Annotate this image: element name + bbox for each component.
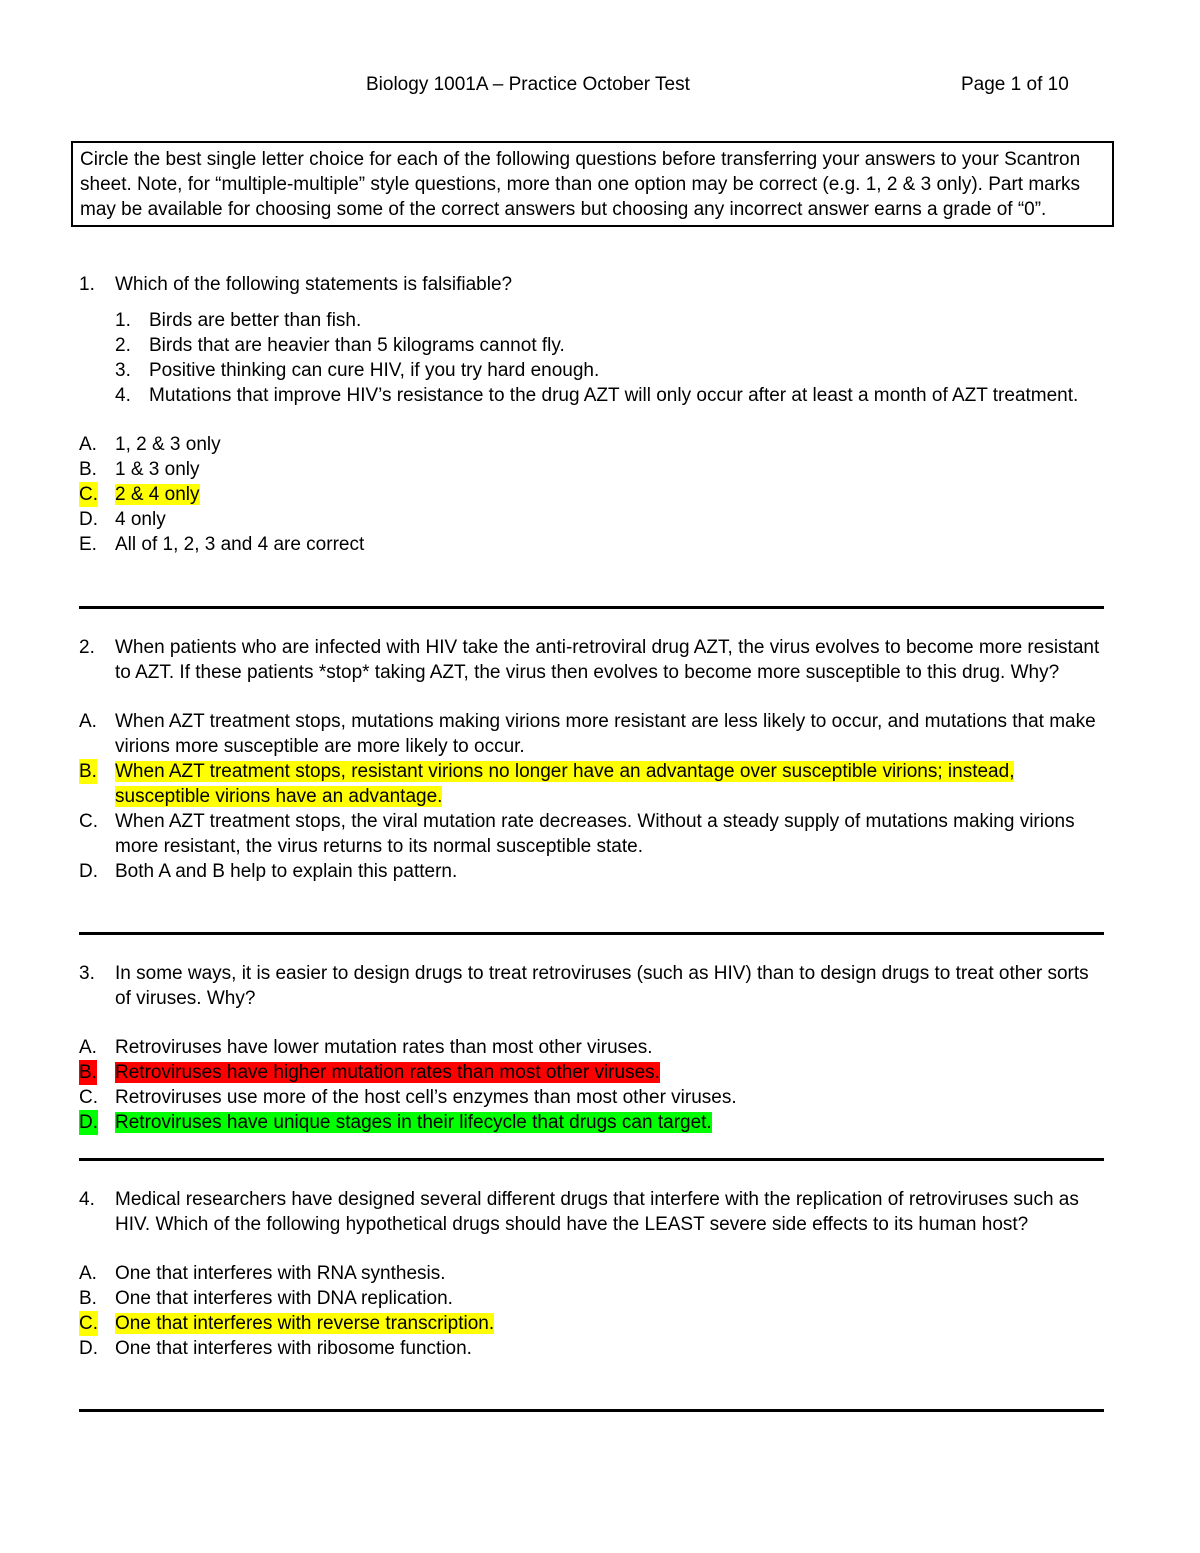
statement-item	[115, 333, 1109, 358]
statement-number: 4.	[115, 385, 131, 406]
option-text: 1 & 3 only	[115, 459, 200, 480]
answer-option-d[interactable]	[79, 507, 1109, 532]
answer-options	[79, 1035, 1109, 1135]
question-4	[79, 1187, 1109, 1361]
option-letter: D.	[79, 861, 98, 882]
page-header	[0, 72, 1200, 98]
option-letter: C.	[79, 811, 98, 832]
answer-option-d[interactable]	[79, 1110, 1109, 1135]
option-letter: E.	[79, 534, 97, 555]
answer-option-e[interactable]	[79, 532, 1109, 557]
option-text: One that interferes with reverse transcription.	[115, 1313, 495, 1334]
page-number: Page 1 of 10	[961, 74, 1069, 95]
option-text: One that interferes with RNA synthesis.	[115, 1263, 446, 1284]
question-divider	[79, 606, 1104, 609]
answer-option-c[interactable]	[79, 1085, 1109, 1110]
answer-option-b[interactable]	[79, 457, 1109, 482]
statement-number: 3.	[115, 360, 131, 381]
statement-text: Birds are better than fish.	[149, 310, 362, 331]
instructions-box: Circle the best single letter choice for each of the following questions before transferring your answers to your Scantron sheet. Note, for “multiple-multiple” style questions, more than one option may be correct (e.g. 1, 2 & 3 only). Part marks may be available for choosing some of the correct answers but choosing any incorrect answer earns a grade of “0”.	[71, 141, 1114, 227]
answer-option-b[interactable]	[79, 1286, 1109, 1311]
answer-option-b[interactable]	[79, 1060, 1109, 1085]
statement-list	[79, 308, 1109, 408]
option-text: Retroviruses use more of the host cell’s enzymes than most other viruses.	[115, 1087, 737, 1108]
answer-option-c[interactable]	[79, 809, 1109, 859]
question-text: When patients who are infected with HIV take the anti-retroviral drug AZT, the virus evolves to become more resistant to AZT. If these patients *stop* taking AZT, the virus then evolves to become more susceptible to this drug. Why?	[115, 637, 1100, 683]
option-text: Retroviruses have higher mutation rates than most other viruses.	[115, 1062, 660, 1083]
question-stem	[79, 635, 1109, 685]
document-title: Biology 1001A – Practice October Test	[366, 74, 690, 95]
option-letter: D.	[79, 509, 98, 530]
question-divider	[79, 932, 1104, 935]
question-stem	[79, 961, 1109, 1011]
answer-options	[79, 1261, 1109, 1361]
question-stem	[79, 1187, 1109, 1237]
option-letter: B.	[79, 1288, 97, 1309]
question-2	[79, 635, 1109, 884]
option-letter: C.	[79, 1087, 98, 1108]
question-text: Medical researchers have designed several different drugs that interfere with the replication of retroviruses such as HIV. Which of the following hypothetical drugs should have the LEAST severe side effects to its human host?	[115, 1189, 1079, 1235]
question-3	[79, 961, 1109, 1135]
option-letter: A.	[79, 1037, 97, 1058]
answer-option-c[interactable]	[79, 1311, 1109, 1336]
option-text: All of 1, 2, 3 and 4 are correct	[115, 534, 365, 555]
statement-item	[115, 383, 1109, 408]
option-text: When AZT treatment stops, the viral mutation rate decreases. Without a steady supply of mutations making virions more resistant, the virus returns to its normal susceptible state.	[115, 811, 1075, 857]
option-letter: D.	[79, 1338, 98, 1359]
option-letter: A.	[79, 1263, 97, 1284]
statement-item	[115, 308, 1109, 333]
question-divider	[79, 1158, 1104, 1161]
option-letter: C.	[79, 484, 98, 505]
option-letter: A.	[79, 434, 97, 455]
question-1	[79, 272, 1109, 557]
question-number: 1.	[79, 274, 95, 295]
answer-options	[79, 709, 1109, 884]
statement-text: Positive thinking can cure HIV, if you try hard enough.	[149, 360, 600, 381]
question-text: In some ways, it is easier to design drugs to treat retroviruses (such as HIV) than to design drugs to treat other sorts of viruses. Why?	[115, 963, 1089, 1009]
option-text: Both A and B help to explain this pattern.	[115, 861, 458, 882]
option-text: One that interferes with ribosome function.	[115, 1338, 472, 1359]
answer-option-d[interactable]	[79, 1336, 1109, 1361]
question-text: Which of the following statements is falsifiable?	[115, 274, 513, 295]
option-letter: B.	[79, 1062, 97, 1083]
answer-option-a[interactable]	[79, 1035, 1109, 1060]
option-letter: A.	[79, 711, 97, 732]
statement-item	[115, 358, 1109, 383]
option-text: 2 & 4 only	[115, 484, 200, 505]
question-number: 4.	[79, 1189, 95, 1210]
option-text: When AZT treatment stops, mutations making virions more resistant are less likely to occur, and mutations that make virions more susceptible are more likely to occur.	[115, 711, 1096, 757]
statement-number: 1.	[115, 310, 131, 331]
answer-option-c[interactable]	[79, 482, 1109, 507]
option-text: 1, 2 & 3 only	[115, 434, 221, 455]
answer-option-a[interactable]	[79, 1261, 1109, 1286]
answer-option-a[interactable]	[79, 432, 1109, 457]
answer-option-d[interactable]	[79, 859, 1109, 884]
question-number: 3.	[79, 963, 95, 984]
answer-option-b[interactable]	[79, 759, 1109, 809]
question-divider	[79, 1409, 1104, 1412]
option-text: Retroviruses have unique stages in their lifecycle that drugs can target.	[115, 1112, 712, 1133]
statement-number: 2.	[115, 335, 131, 356]
statement-text: Birds that are heavier than 5 kilograms cannot fly.	[149, 335, 565, 356]
option-text: Retroviruses have lower mutation rates than most other viruses.	[115, 1037, 653, 1058]
statement-text: Mutations that improve HIV’s resistance to the drug AZT will only occur after at least a month of AZT treatment.	[149, 385, 1079, 406]
answer-option-a[interactable]	[79, 709, 1109, 759]
option-letter: D.	[79, 1112, 98, 1133]
option-text: When AZT treatment stops, resistant virions no longer have an advantage over susceptible virions; instead, susceptible virions have an advantage.	[115, 761, 1015, 807]
option-letter: B.	[79, 459, 97, 480]
question-number: 2.	[79, 637, 95, 658]
option-letter: C.	[79, 1313, 98, 1334]
option-text: 4 only	[115, 509, 166, 530]
question-stem	[79, 272, 1109, 297]
option-letter: B.	[79, 761, 97, 782]
option-text: One that interferes with DNA replication.	[115, 1288, 453, 1309]
answer-options	[79, 432, 1109, 557]
